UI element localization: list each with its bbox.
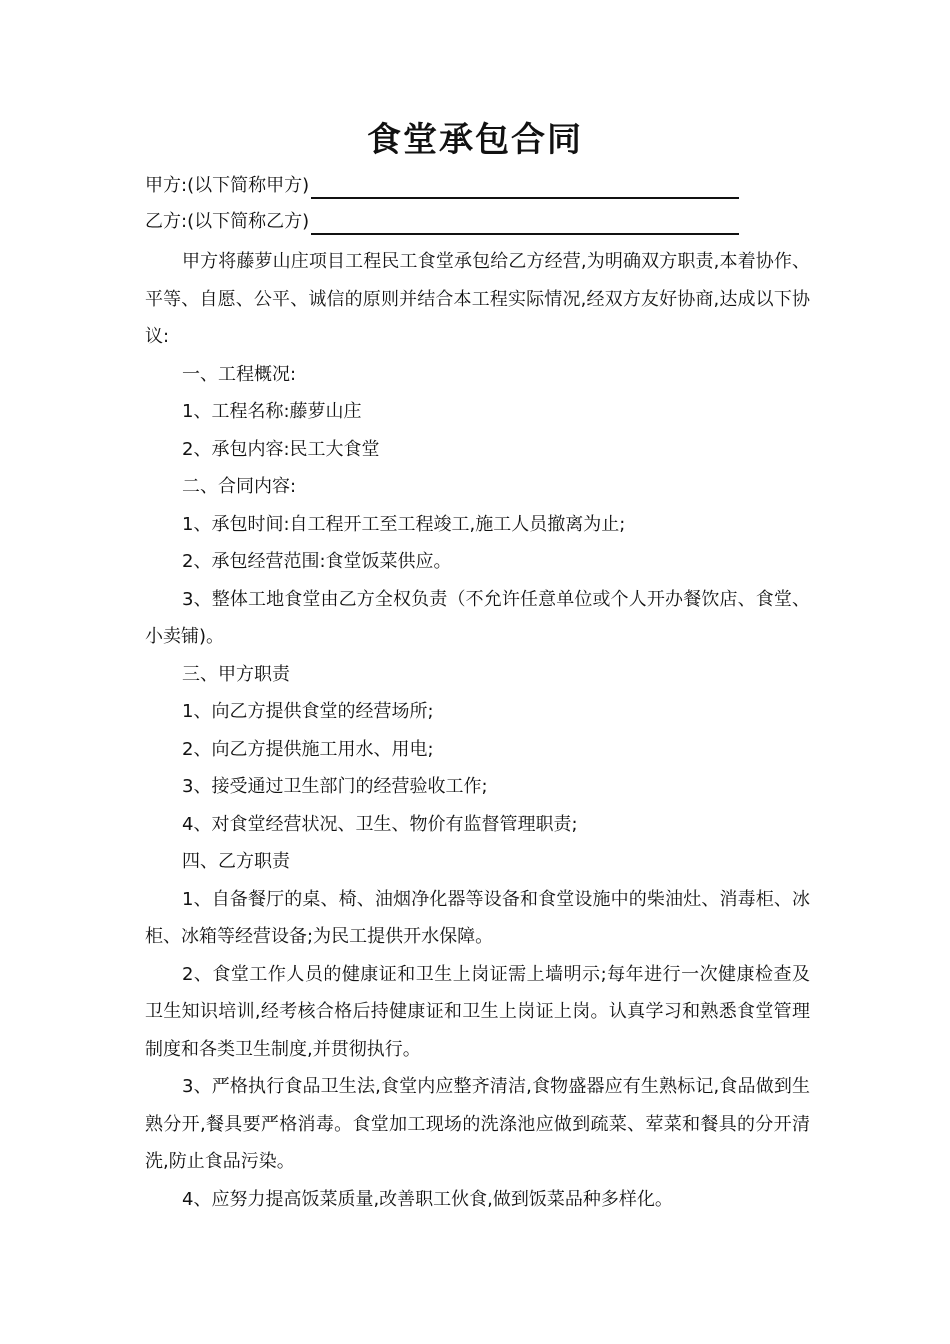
document-title: 食堂承包合同 xyxy=(367,120,583,160)
paragraph: 1、承包时间:自工程开工至工程竣工,施工人员撤离为止; xyxy=(182,513,626,535)
section-heading: 一、工程概况: xyxy=(182,363,297,385)
paragraph: 2、承包内容:民工大食堂 xyxy=(182,438,380,460)
party-b-line xyxy=(145,209,739,235)
paragraph: 3、整体工地食堂由乙方全权负责（不允许任意单位或个人开办餐饮店、食堂、小卖铺)。 xyxy=(145,588,810,647)
paragraph: 4、对食堂经营状况、卫生、物价有监督管理职责; xyxy=(182,813,578,835)
party-a-blank xyxy=(311,177,739,199)
paragraph: 2、食堂工作人员的健康证和卫生上岗证需上墙明示;每年进行一次健康检查及卫生知识培训,经考核合格后持健康证和卫生上岗证上岗。认真学习和熟悉食堂管理制度和各类卫生制度,并贯彻执行。 xyxy=(145,963,810,1060)
paragraph: 2、向乙方提供施工用水、用电; xyxy=(182,738,434,760)
paragraph: 1、自备餐厅的桌、椅、油烟净化器等设备和食堂设施中的柴油灶、消毒柜、冰柜、冰箱等经营设备;为民工提供开水保障。 xyxy=(145,888,810,947)
paragraph: 4、应努力提高饭菜质量,改善职工伙食,做到饭菜品种多样化。 xyxy=(182,1188,673,1210)
paragraph: 3、严格执行食品卫生法,食堂内应整齐清洁,食物盛器应有生熟标记,食品做到生熟分开,餐具要严格消毒。食堂加工现场的洗涤池应做到疏菜、荤菜和餐具的分开清洗,防止食品污染。 xyxy=(145,1076,810,1172)
paragraph: 2、承包经营范围:食堂饭菜供应。 xyxy=(182,551,452,572)
contract-body xyxy=(145,243,810,1218)
section-heading: 二、合同内容: xyxy=(182,476,297,497)
section-heading: 四、乙方职责 xyxy=(182,851,290,872)
paragraph: 1、工程名称:藤萝山庄 xyxy=(182,401,362,422)
section-heading: 三、甲方职责 xyxy=(182,663,290,685)
paragraph: 1、向乙方提供食堂的经营场所; xyxy=(182,701,434,722)
party-a-line xyxy=(145,173,739,199)
party-b-label: 乙方:(以下简称乙方) xyxy=(145,211,310,232)
paragraph: 3、接受通过卫生部门的经营验收工作; xyxy=(182,776,488,797)
party-b-blank xyxy=(311,213,739,235)
paragraph: 甲方将藤萝山庄项目工程民工食堂承包给乙方经营,为明确双方职责,本着协作、平等、自愿、公平、诚信的原则并结合本工程实际情况,经双方友好协商,达成以下协议: xyxy=(145,251,810,347)
party-a-label: 甲方:(以下简称甲方) xyxy=(145,175,310,196)
